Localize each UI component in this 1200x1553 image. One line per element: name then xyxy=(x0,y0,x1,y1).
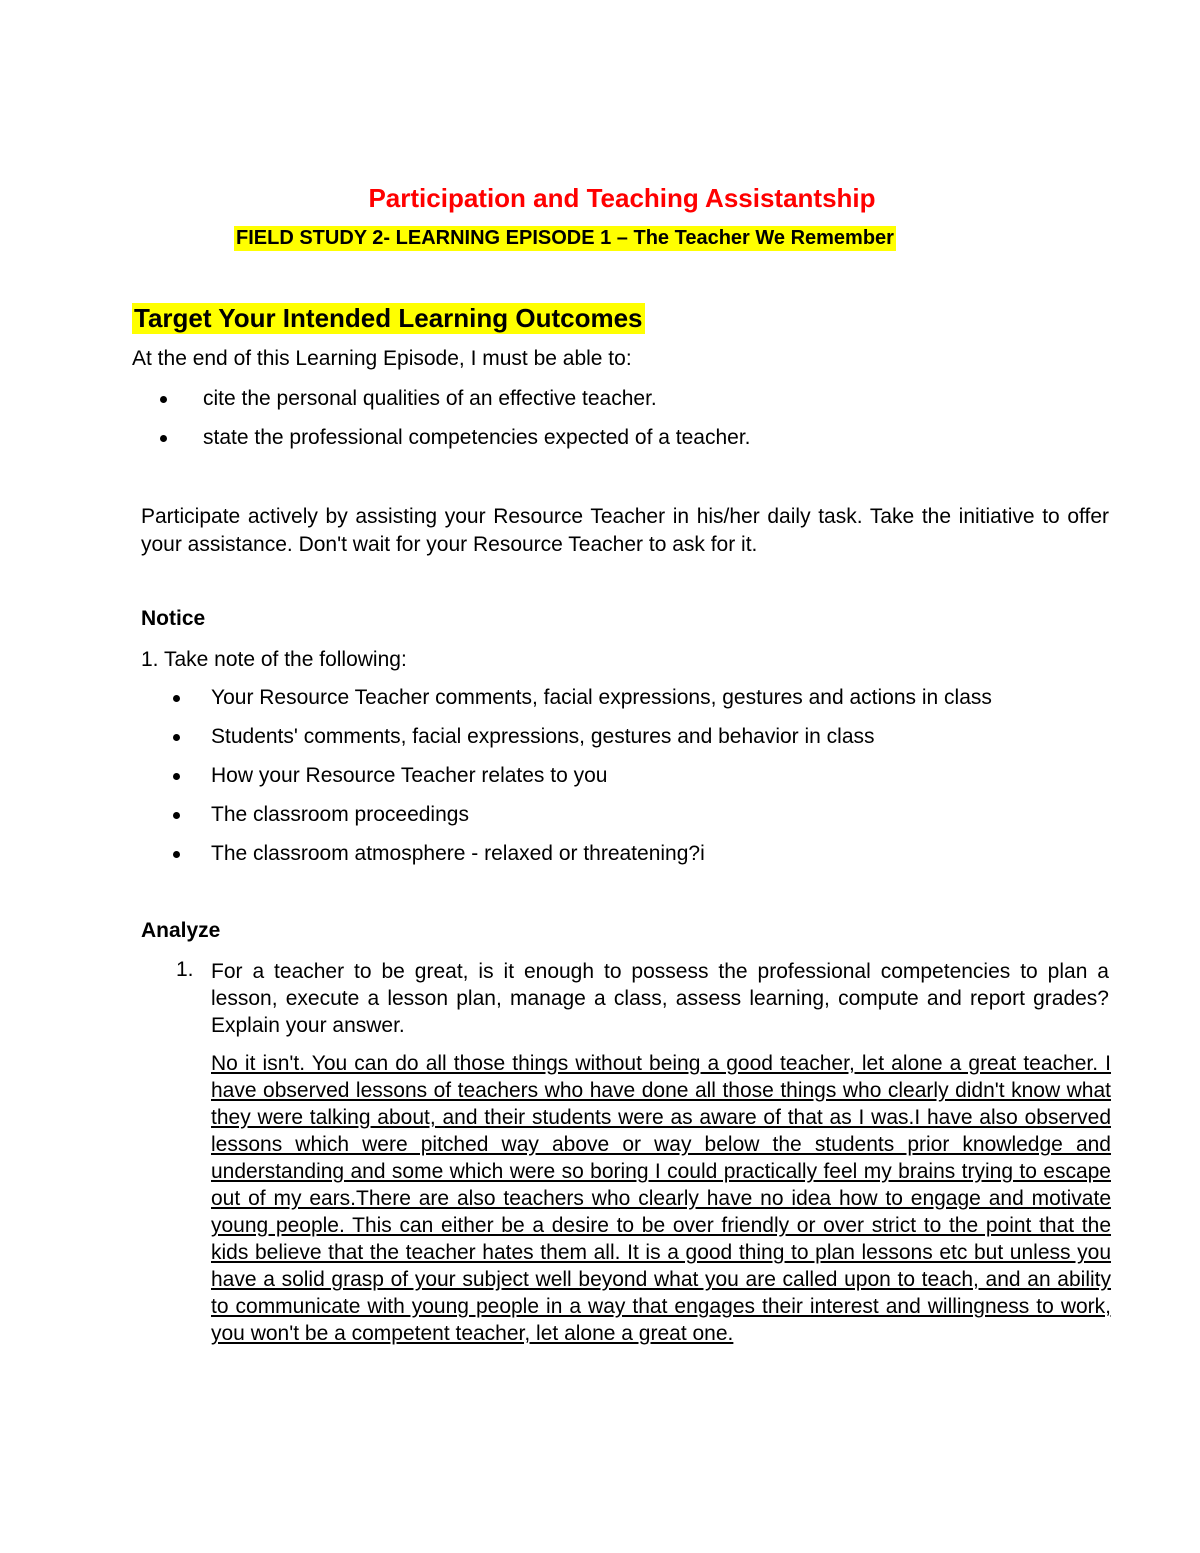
notice-intro: 1. Take note of the following: xyxy=(141,648,407,671)
list-item: The classroom proceedings xyxy=(211,802,992,841)
analyze-answer: No it isn't. You can do all those things without being a good teacher, let alone a great teacher. I have observed lessons of teachers who have done all those things who clearly didn't know what they were talking about, and their students were as aware of that as I was.I have also observed lessons which were pitched way above or way below the students prior knowledge and understanding and some which were so boring I could practically feel my brains trying to escape out of my ears.There are also teachers who clearly have no idea how to engage and motivate young people. This can either be a desire to be over friendly or over strict to the point that the kids believe that the teacher hates them all. It is a good thing to plan lessons etc but unless you have a solid grasp of your subject well beyond what you are called upon to teach, and an ability to communicate with young people in a way that engages their interest and willingness to work, you won't be a competent teacher, let alone a great one. xyxy=(211,1052,1111,1345)
question-number: 1. xyxy=(176,958,194,981)
analyze-question: For a teacher to be great, is it enough to possess the professional competencies to plan a lesson, execute a lesson plan, manage a class, assess learning, compute and report grades? Explain your answer. xyxy=(211,960,1109,1037)
list-item: cite the personal qualities of an effective teacher. xyxy=(203,386,751,425)
participate-paragraph: Participate actively by assisting your Resource Teacher in his/her daily task. Take the initiative to offer your assistance. Don't wait for your Resource Teacher to ask for it. xyxy=(141,505,1109,556)
outcomes-heading: Target Your Intended Learning Outcomes xyxy=(134,303,643,333)
outcomes-intro: At the end of this Learning Episode, I must be able to: xyxy=(132,347,632,370)
list-item: state the professional competencies expected of a teacher. xyxy=(203,425,751,464)
notice-heading: Notice xyxy=(141,607,206,630)
list-item: The classroom atmosphere - relaxed or threatening?i xyxy=(211,841,992,880)
document-subtitle: FIELD STUDY 2- LEARNING EPISODE 1 – The Teacher We Remember xyxy=(236,227,894,249)
notice-list xyxy=(211,685,992,880)
list-item: Students' comments, facial expressions, gestures and behavior in class xyxy=(211,724,992,763)
list-item: How your Resource Teacher relates to you xyxy=(211,763,992,802)
outcomes-list xyxy=(203,386,751,464)
document-title: Participation and Teaching Assistantship xyxy=(368,183,876,213)
analyze-heading: Analyze xyxy=(141,919,221,942)
list-item: Your Resource Teacher comments, facial expressions, gestures and actions in class xyxy=(211,685,992,724)
